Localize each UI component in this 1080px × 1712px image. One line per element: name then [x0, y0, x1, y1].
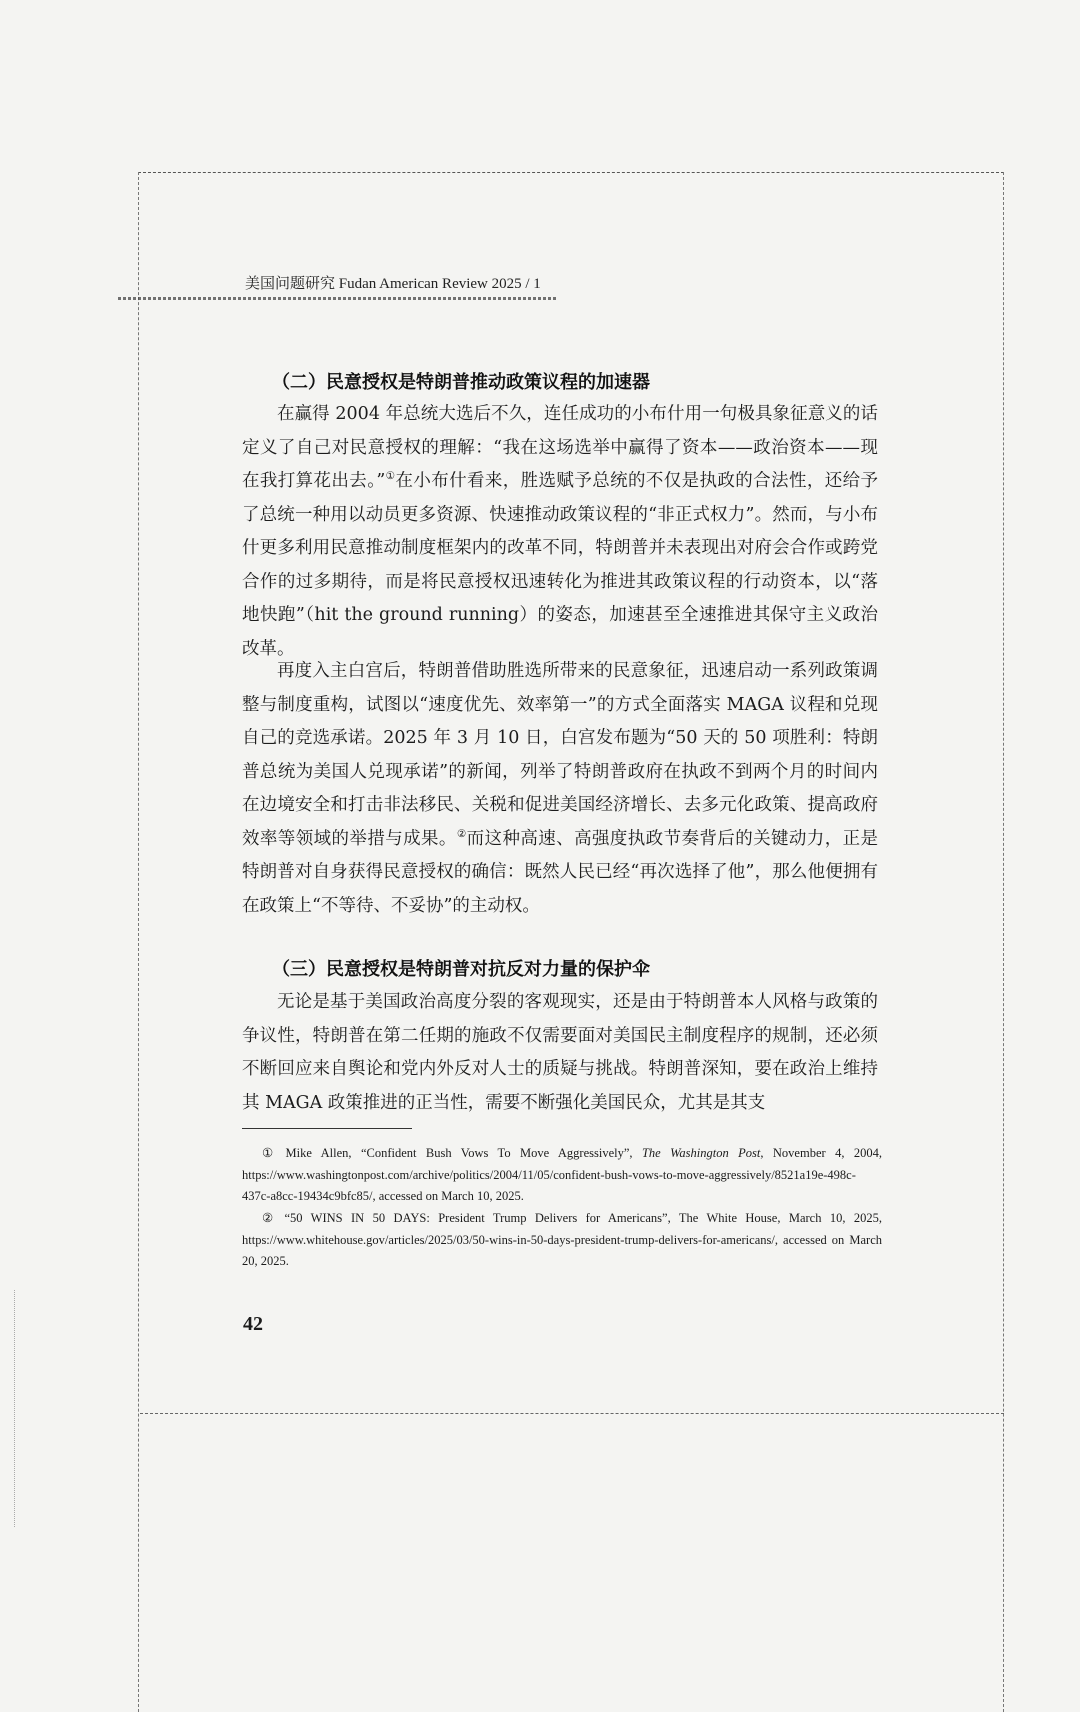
section-heading-2: （二）民意授权是特朗普推动政策议程的加速器 [272, 372, 650, 393]
scan-edge [14, 1290, 19, 1527]
footnote-source-title: The Washington Post [641, 1146, 761, 1160]
footnote-mark: ① [262, 1146, 280, 1160]
header-rule [118, 297, 558, 300]
footnote-2: ② “50 WINS IN 50 DAYS: President Trump Delivers for Americans”, The White House, March 10, 2025, https://www.whitehouse.gov/articles/2025/03/50-wins-in-50-days-president-trump-delivers-for-americans/, accessed on March 20, 2025. [242, 1211, 882, 1268]
page-frame-bottom [140, 1413, 1004, 1414]
running-header: 美国问题研究 Fudan American Review 2025 / 1 [245, 276, 541, 292]
footnote-mark: ② [262, 1211, 279, 1225]
section-2-paragraph-1: 在赢得 2004 年总统大选后不久，连任成功的小布什用一句极具象征意义的话定义了自己对民意授权的理解：“我在这场选举中赢得了资本——政治资本——现在我打算花出去。”①在小布什看来，胜选赋予总统的不仅是执政的合法性，还给予了总统一种用以动员更多资源、快速推动政策议程的“非正式权力”。然而，与小布什更多利用民意推动制度框架内的改革不同，特朗普并未表现出对府会合作或跨党合作的过多期待，而是将民意授权迅速转化为推进其政策议程的行动资本，以“落地快跑”（hit the ground running）的姿态，加速甚至全速推进其保守主义政治改革。 [242, 404, 878, 659]
footnote-rule [242, 1128, 412, 1129]
section-3-paragraph-1: 无论是基于美国政治高度分裂的客观现实，还是由于特朗普本人风格与政策的争议性，特朗普在第二任期的施政不仅需要面对美国民主制度程序的规制，还必须不断回应来自舆论和党内外反对人士的质疑与挑战。特朗普深知，要在政治上维持其 MAGA 政策推进的正当性，需要不断强化美国民众，尤其是其支 [242, 992, 878, 1113]
footnote-1: ① Mike Allen, “Confident Bush Vows To Move Aggressively”, The Washington Post, November 4, 2004, https://www.washingtonpost.com/archive/politics/2004/11/05/confident-bush-vows-to-move-aggressively/8521a19e-498c-437c-a8cc-19434c9bfc85/, accessed on March 10, 2025. [242, 1146, 882, 1203]
footnote-ref-2[interactable]: ② [456, 827, 467, 840]
section-heading-3: （三）民意授权是特朗普对抗反对力量的保护伞 [272, 959, 650, 980]
section-2-paragraph-2: 再度入主白宫后，特朗普借助胜选所带来的民意象征，迅速启动一系列政策调整与制度重构，试图以“速度优先、效率第一”的方式全面落实 MAGA 议程和兑现自己的竞选承诺。2025 年 3 月 10 日，白宫发布题为“50 天的 50 项胜利：特朗普总统为美国人兑现承诺”的新闻，列举了特朗普政府在执政不到两个月的时间内在边境安全和打击非法移民、关税和促进美国经济增长、去多元化政策、提高政府效率等领域的举措与成果。②而这种高速、高强度执政节奏背后的关键动力，正是特朗普对自身获得民意授权的确信：既然人民已经“再次选择了他”，那么他便拥有在政策上“不等待、不妥协”的主动权。 [242, 661, 879, 916]
footnote-ref-1[interactable]: ① [385, 470, 396, 483]
page-number: 42 [243, 1313, 263, 1335]
